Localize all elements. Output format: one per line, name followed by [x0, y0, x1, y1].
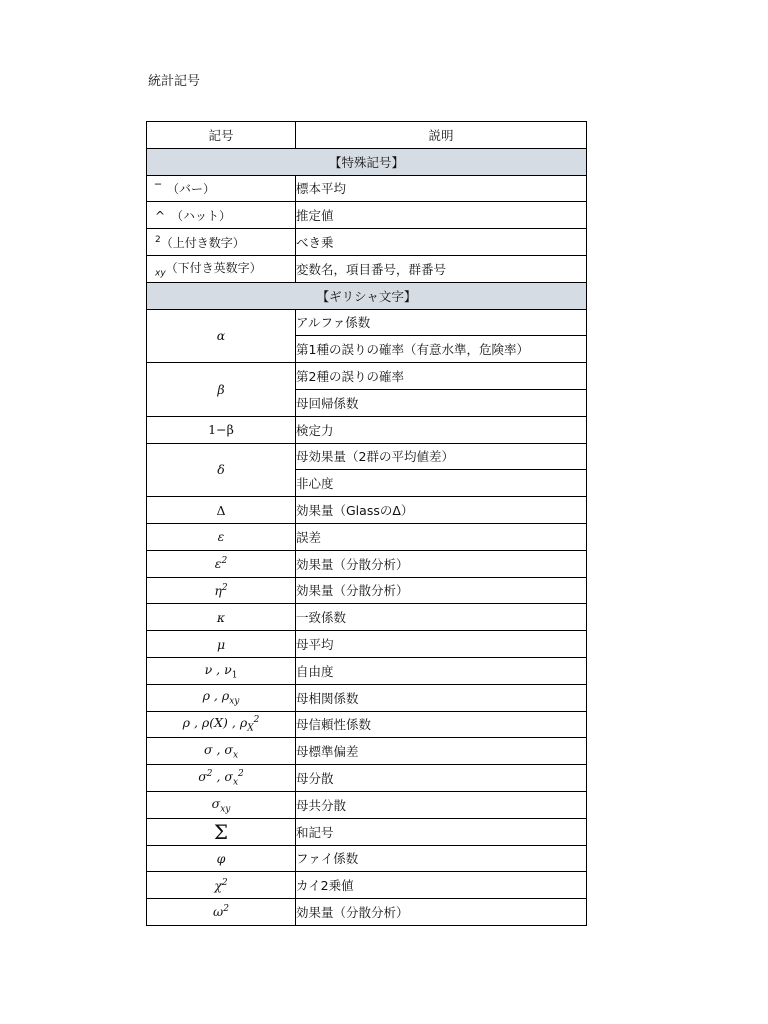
table-row — [147, 818, 587, 845]
symbol-label: σ , σ — [203, 741, 233, 757]
superscript-2: 2 — [238, 768, 244, 779]
description-cell: 母相関係数 — [296, 684, 587, 711]
table-row — [147, 550, 587, 577]
symbol-cell: β — [147, 363, 296, 417]
table-row — [147, 657, 587, 684]
table-row — [147, 577, 587, 604]
description-cell: 母効果量（2群の平均値差） — [296, 443, 587, 470]
superscript: 2 — [253, 715, 260, 726]
description-cell: 母回帰係数 — [296, 389, 587, 416]
symbol-label: σ — [211, 795, 221, 811]
subscript: xy — [155, 268, 166, 279]
description-cell: 母平均 — [296, 631, 587, 658]
symbol-cell: κ — [147, 604, 296, 631]
subscript: x — [232, 777, 239, 788]
description-cell: 第1種の誤りの確率（有意水準，危険率） — [296, 336, 587, 363]
symbol-label: ε — [214, 556, 222, 572]
description-cell: 母標準偏差 — [296, 738, 587, 765]
description-cell: 誤差 — [296, 523, 587, 550]
description-cell: 第2種の誤りの確率 — [296, 363, 587, 390]
page-title: 統計記号 — [148, 74, 201, 89]
subscript: 1 — [231, 670, 238, 681]
description-cell: 非心度 — [296, 470, 587, 497]
description-cell: 和記号 — [296, 818, 587, 845]
table-row — [147, 845, 587, 872]
table-row — [147, 497, 587, 524]
description-cell: 標本平均 — [296, 175, 587, 202]
description-cell: べき乗 — [296, 229, 587, 256]
description-cell: 母信頼性係数 — [296, 711, 587, 738]
description-cell: 効果量（分散分析） — [296, 899, 587, 926]
symbol-label: ν , ν — [204, 661, 232, 677]
subscript: x — [232, 750, 239, 761]
description-cell: カイ2乗値 — [296, 872, 587, 899]
description-cell: 推定値 — [296, 202, 587, 229]
subscript: X — [247, 723, 254, 734]
table-row — [147, 309, 587, 336]
table-row — [147, 738, 587, 765]
description-cell: 一致係数 — [296, 604, 587, 631]
superscript: 2 — [223, 904, 229, 915]
symbol-cell: δ — [147, 443, 296, 497]
description-cell: 効果量（分散分析） — [296, 577, 587, 604]
symbol-cell: 1−β — [147, 416, 296, 443]
section-label-special: 【特殊記号】 — [147, 148, 587, 175]
table-row — [147, 416, 587, 443]
table-row — [147, 523, 587, 550]
symbol-cell — [147, 872, 296, 899]
symbol-cell: Δ — [147, 497, 296, 524]
symbol-cell: α — [147, 309, 296, 363]
description-cell: 効果量（GlassのΔ） — [296, 497, 587, 524]
table-row — [147, 899, 587, 926]
superscript: 2 — [221, 556, 228, 567]
symbol-label: （上付き数字） — [160, 235, 245, 250]
table-row — [147, 684, 587, 711]
table-row — [147, 631, 587, 658]
superscript: 2 — [155, 234, 161, 245]
symbol-cell: ^ （ハット） — [147, 202, 296, 229]
superscript: 2 — [206, 768, 213, 779]
description-cell: 自由度 — [296, 657, 587, 684]
header-symbol: 記号 — [147, 122, 296, 149]
description-cell: ファイ係数 — [296, 845, 587, 872]
superscript: 2 — [221, 877, 228, 888]
table-row — [147, 202, 587, 229]
table-row — [147, 443, 587, 470]
table-row — [147, 604, 587, 631]
symbol-label: ρ , ρ(X) , ρ — [182, 715, 248, 731]
symbol-cell — [147, 738, 296, 765]
symbol-cell: ‾ （バー） — [147, 175, 296, 202]
symbol-label: η — [214, 583, 222, 599]
table-row — [147, 229, 587, 256]
symbol-label: ρ , ρ — [202, 688, 230, 704]
section-row-greek — [147, 282, 587, 309]
symbol-cell — [147, 550, 296, 577]
symbol-cell — [147, 255, 296, 282]
symbol-cell — [147, 791, 296, 818]
description-cell: 母共分散 — [296, 791, 587, 818]
section-label-greek: 【ギリシャ文字】 — [147, 282, 587, 309]
description-cell: 効果量（分散分析） — [296, 550, 587, 577]
superscript: 2 — [221, 582, 228, 593]
subscript: xy — [229, 696, 240, 707]
symbol-label-2: , σ — [212, 768, 233, 784]
symbol-cell — [147, 577, 296, 604]
symbol-cell — [147, 229, 296, 256]
header-row — [147, 122, 587, 149]
table-row — [147, 711, 587, 738]
symbol-cell — [147, 711, 296, 738]
symbol-cell — [147, 765, 296, 792]
symbol-label: （下付き英数字） — [165, 261, 262, 276]
section-row-special — [147, 148, 587, 175]
description-cell: 検定力 — [296, 416, 587, 443]
table-row — [147, 872, 587, 899]
symbol-cell — [147, 657, 296, 684]
header-description: 説明 — [296, 122, 587, 149]
statistics-symbol-table — [146, 121, 587, 926]
table-row — [147, 765, 587, 792]
symbol-label: σ — [198, 768, 207, 784]
symbol-cell: φ — [147, 845, 296, 872]
description-cell: 変数名，項目番号，群番号 — [296, 255, 587, 282]
table-row — [147, 363, 587, 390]
symbol-cell — [147, 684, 296, 711]
symbol-cell — [147, 899, 296, 926]
subscript: xy — [220, 804, 231, 815]
symbol-cell: μ — [147, 631, 296, 658]
summation-symbol-cell: Σ — [147, 818, 296, 845]
description-cell: 母分散 — [296, 765, 587, 792]
symbol-label: χ — [214, 877, 222, 893]
symbol-label: ω — [213, 904, 224, 920]
table-row — [147, 255, 587, 282]
description-cell: アルファ係数 — [296, 309, 587, 336]
symbol-cell: ε — [147, 523, 296, 550]
table-row — [147, 175, 587, 202]
table-row — [147, 791, 587, 818]
